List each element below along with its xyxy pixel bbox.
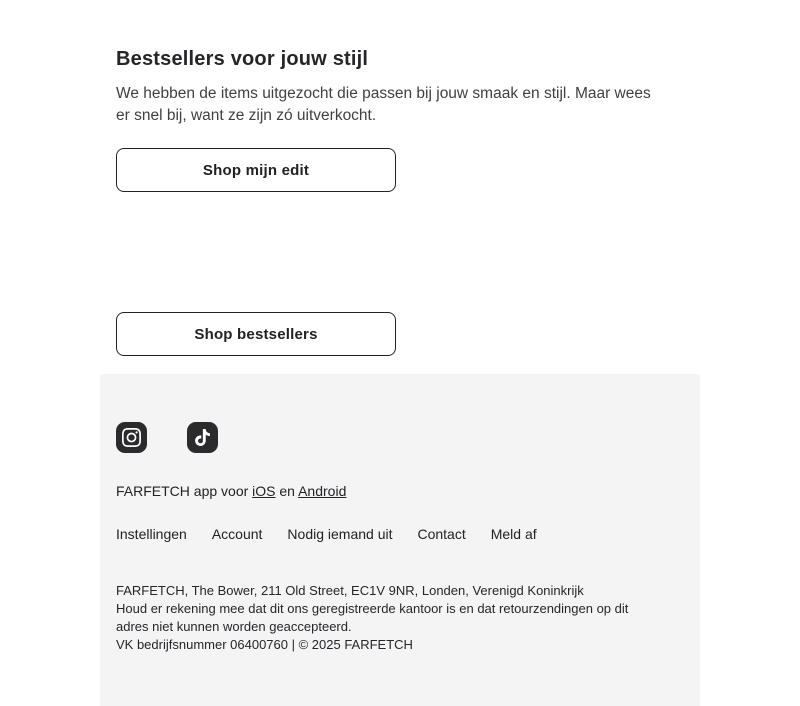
footer-nav [116, 526, 684, 543]
intro-line-2: er snel bij, want ze zijn zó uitverkocht. [116, 107, 377, 124]
legal-text [116, 582, 684, 654]
app-line-separator: en [275, 483, 299, 499]
nav-link-account[interactable]: Account [211, 526, 263, 542]
app-links-line [116, 483, 684, 500]
intro-line-1: We hebben de items uitgezocht die passen bij jouw smaak en stijl. Maar wees [116, 85, 651, 102]
nav-link-contact[interactable]: Contact [417, 526, 466, 542]
nav-link-nodig-iemand-uit[interactable]: Nodig iemand uit [287, 526, 393, 542]
nav-link-meld-af[interactable]: Meld af [490, 526, 537, 542]
shop-bestsellers-button[interactable]: Shop bestsellers [116, 312, 396, 356]
app-line-prefix: FARFETCH app voor [116, 483, 253, 499]
ios-link[interactable]: iOS [252, 483, 276, 499]
main-section [100, 0, 700, 374]
legal-note-line-1: Houd er rekening mee dat dit ons geregistreerde kantoor is en dat retourzendingen op dit [116, 601, 629, 616]
social-icons-row [116, 422, 684, 453]
section-title: Bestsellers voor jouw stijl [116, 48, 369, 70]
legal-company-line: VK bedrijfsnummer 06400760 | © 2025 FARFETCH [116, 637, 413, 652]
legal-note-line-2: adres niet kunnen worden geaccepteerd. [116, 619, 352, 634]
legal-address-line: FARFETCH, The Bower, 211 Old Street, EC1V 9NR, Londen, Verenigd Koninkrijk [116, 583, 584, 598]
empty-content-area [116, 192, 684, 312]
nav-link-instellingen[interactable]: Instellingen [116, 526, 187, 542]
email-body [100, 0, 700, 706]
intro-text [116, 83, 684, 127]
instagram-icon[interactable] [116, 422, 147, 453]
email-footer [100, 374, 700, 706]
tiktok-icon[interactable] [187, 422, 218, 453]
shop-my-edit-button[interactable]: Shop mijn edit [116, 148, 396, 192]
android-link[interactable]: Android [298, 483, 347, 499]
